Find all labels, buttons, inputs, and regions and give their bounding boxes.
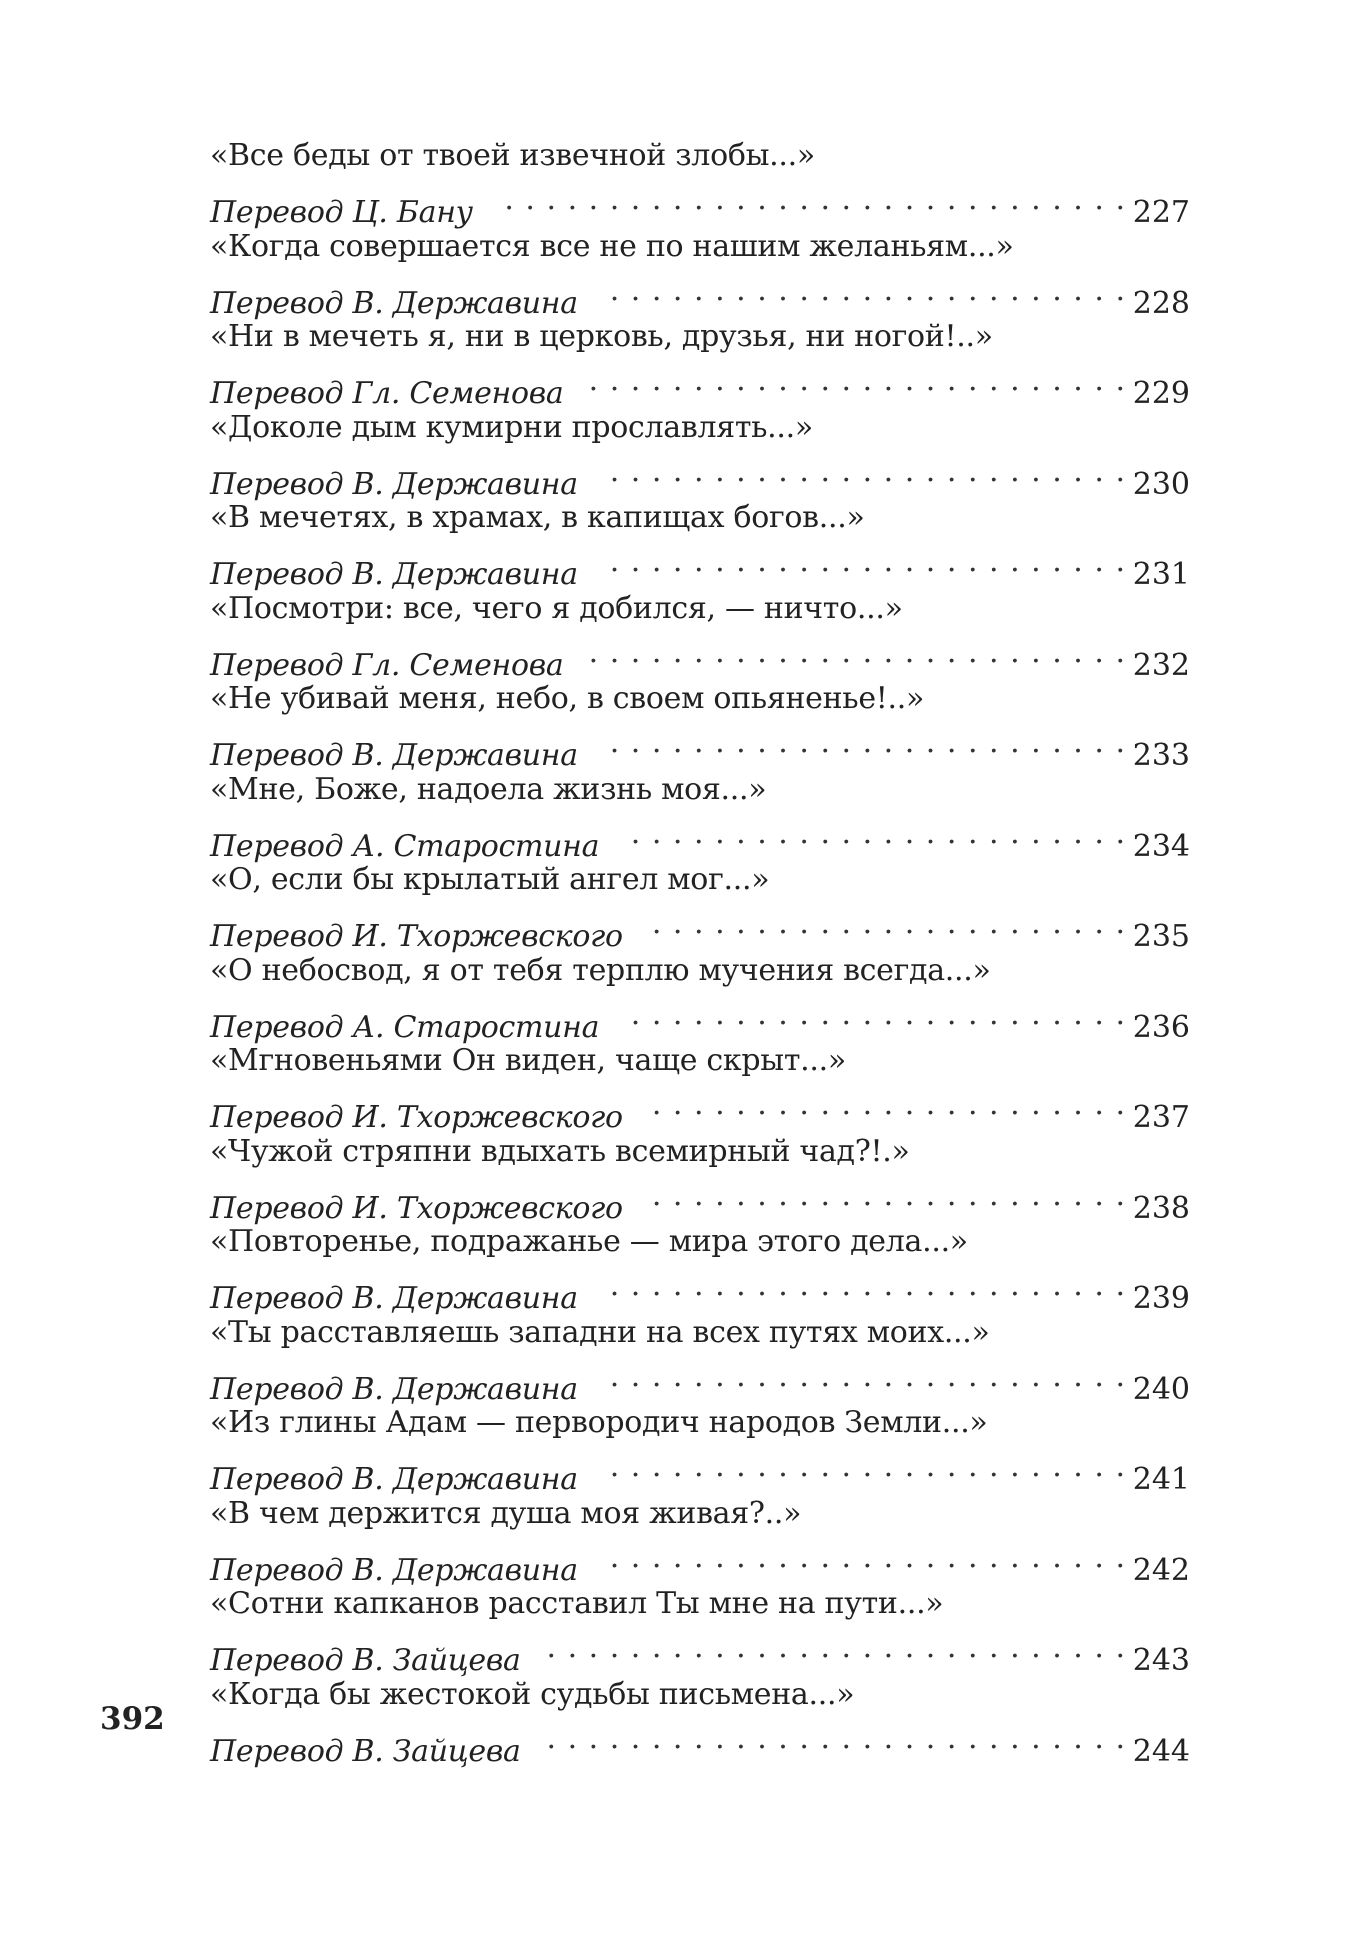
- translator-name: Перевод Гл. Семенова: [210, 376, 564, 411]
- page-reference: 228: [1132, 285, 1190, 321]
- toc-entry: [210, 1401, 1190, 1497]
- translator-name: Перевод В. Державина: [210, 466, 578, 502]
- poem-title: «Повторенье, подражанье — мира этого дела...»: [210, 1224, 968, 1259]
- dot-leader: [539, 1626, 1126, 1670]
- translator-line: [210, 1536, 1190, 1588]
- translator-line: [210, 178, 1190, 230]
- poem-title: «О небосвод, я от тебя терплю мучения всегда...»: [210, 952, 991, 988]
- toc-entry: [210, 496, 1190, 592]
- poem-title: «Не убивай меня, небо, в своем опьяненье!..»: [210, 681, 925, 716]
- dot-leader: [539, 1717, 1126, 1761]
- page-reference: 234: [1132, 828, 1190, 864]
- toc-entry: [210, 1492, 1190, 1588]
- poem-title: «Когда совершается все не по нашим желаньям...»: [210, 228, 1014, 264]
- translator-name: Перевод В. Державина: [210, 285, 578, 321]
- toc-entry: [210, 1039, 1190, 1135]
- toc-entry: [210, 1220, 1190, 1316]
- table-of-contents: [210, 134, 1190, 1769]
- toc-entry: [210, 1311, 1190, 1407]
- translator-name: Перевод В. Державина: [210, 557, 578, 592]
- translator-line: [210, 721, 1190, 773]
- toc-entry: [210, 134, 1190, 230]
- poem-title: «Из глины Адам — первородич народов Земли...»: [210, 1405, 988, 1440]
- poem-title: «Мгновеньями Он виден, чаще скрыт...»: [210, 1043, 846, 1078]
- page-reference: 229: [1132, 376, 1190, 411]
- page-reference: 233: [1132, 738, 1190, 773]
- page-reference: 239: [1132, 1281, 1190, 1316]
- dot-leader: [596, 269, 1126, 313]
- dot-leader: [596, 1536, 1126, 1580]
- toc-entry: [210, 1582, 1190, 1678]
- dot-leader: [641, 902, 1126, 946]
- page-number: 392: [100, 1701, 165, 1737]
- translator-name: Перевод В. Державина: [210, 1371, 578, 1407]
- page-reference: 238: [1132, 1190, 1190, 1226]
- translator-line: [210, 1626, 1190, 1678]
- translator-name: Перевод И. Тхоржевского: [210, 1100, 623, 1135]
- page-reference: 237: [1132, 1100, 1190, 1135]
- toc-entry: [210, 315, 1190, 411]
- dot-leader: [617, 812, 1126, 856]
- translator-name: Перевод И. Тхоржевского: [210, 919, 623, 954]
- toc-entry: [210, 225, 1190, 321]
- page-reference: 241: [1132, 1462, 1190, 1497]
- page-reference: 240: [1132, 1371, 1190, 1407]
- toc-entry: [210, 768, 1190, 864]
- dot-leader: [596, 721, 1126, 765]
- translator-line: [210, 812, 1190, 864]
- translator-line: [210, 269, 1190, 321]
- dot-leader: [641, 1083, 1126, 1127]
- translator-name: Перевод В. Зайцева: [210, 1733, 521, 1769]
- poem-title: «Мне, Боже, надоела жизнь моя...»: [210, 771, 767, 807]
- poem-title: «Сотни капканов расставил Ты мне на пути...»: [210, 1586, 944, 1621]
- translator-line: [210, 1083, 1190, 1135]
- poem-title: «Посмотри: все, чего я добился, — ничто...»: [210, 590, 903, 626]
- page-reference: 227: [1132, 195, 1190, 230]
- translator-name: Перевод Гл. Семенова: [210, 647, 564, 683]
- translator-name: Перевод А. Старостина: [210, 828, 600, 864]
- poem-title: «В мечетях, в храмах, в капищах богов...»: [210, 500, 865, 535]
- poem-title: «Все беды от твоей извечной злобы...»: [210, 138, 815, 173]
- translator-name: Перевод А. Старостина: [210, 1009, 600, 1045]
- translator-line: [210, 450, 1190, 502]
- poem-title: «Ни в мечеть я, ни в церковь, друзья, ни ногой!..»: [210, 319, 993, 354]
- dot-leader: [596, 450, 1126, 494]
- poem-title: «Доколе дым кумирни прославлять...»: [210, 409, 813, 445]
- page-reference: 236: [1132, 1009, 1190, 1045]
- page-reference: 242: [1132, 1552, 1190, 1588]
- translator-name: Перевод Ц. Бану: [210, 195, 473, 230]
- toc-entry: [210, 677, 1190, 773]
- translator-line: [210, 1445, 1190, 1497]
- dot-leader: [596, 540, 1126, 584]
- translator-name: Перевод В. Державина: [210, 1552, 578, 1588]
- poem-title: «Ты расставляешь западни на всех путях моих...»: [210, 1314, 990, 1350]
- page-reference: 243: [1132, 1643, 1190, 1678]
- translator-name: Перевод В. Державина: [210, 1462, 578, 1497]
- toc-entry: [210, 949, 1190, 1045]
- page-reference: 244: [1132, 1733, 1190, 1769]
- toc-entry: [210, 587, 1190, 683]
- translator-name: Перевод В. Зайцева: [210, 1643, 521, 1678]
- translator-line: [210, 631, 1190, 683]
- translator-line: [210, 1264, 1190, 1316]
- translator-name: Перевод В. Державина: [210, 738, 578, 773]
- translator-name: Перевод В. Державина: [210, 1281, 578, 1316]
- dot-leader: [617, 993, 1126, 1037]
- dot-leader: [582, 631, 1127, 675]
- dot-leader: [582, 359, 1127, 403]
- poem-title: «О, если бы крылатый ангел мог...»: [210, 862, 770, 897]
- page-reference: 231: [1132, 557, 1190, 592]
- toc-entry: [210, 1130, 1190, 1226]
- page-reference: 230: [1132, 466, 1190, 502]
- poem-title: «Чужой стряпни вдыхать всемирный чад?!.»: [210, 1133, 910, 1169]
- translator-line: [210, 359, 1190, 411]
- poem-title: «Когда бы жестокой судьбы письмена...»: [210, 1676, 855, 1712]
- dot-leader: [491, 178, 1126, 222]
- translator-name: Перевод И. Тхоржевского: [210, 1190, 623, 1226]
- dot-leader: [641, 1174, 1126, 1218]
- translator-line: [210, 902, 1190, 954]
- page-reference: 232: [1132, 647, 1190, 683]
- toc-entry: [210, 858, 1190, 954]
- translator-line: [210, 993, 1190, 1045]
- translator-line: [210, 1355, 1190, 1407]
- dot-leader: [596, 1355, 1126, 1399]
- poem-title: «В чем держится душа моя живая?..»: [210, 1495, 802, 1531]
- translator-line: [210, 540, 1190, 592]
- toc-entry: [210, 1673, 1190, 1769]
- dot-leader: [596, 1445, 1126, 1489]
- page-reference: 235: [1132, 919, 1190, 954]
- toc-entry: [210, 406, 1190, 502]
- translator-line: [210, 1717, 1190, 1769]
- dot-leader: [596, 1264, 1126, 1308]
- translator-line: [210, 1174, 1190, 1226]
